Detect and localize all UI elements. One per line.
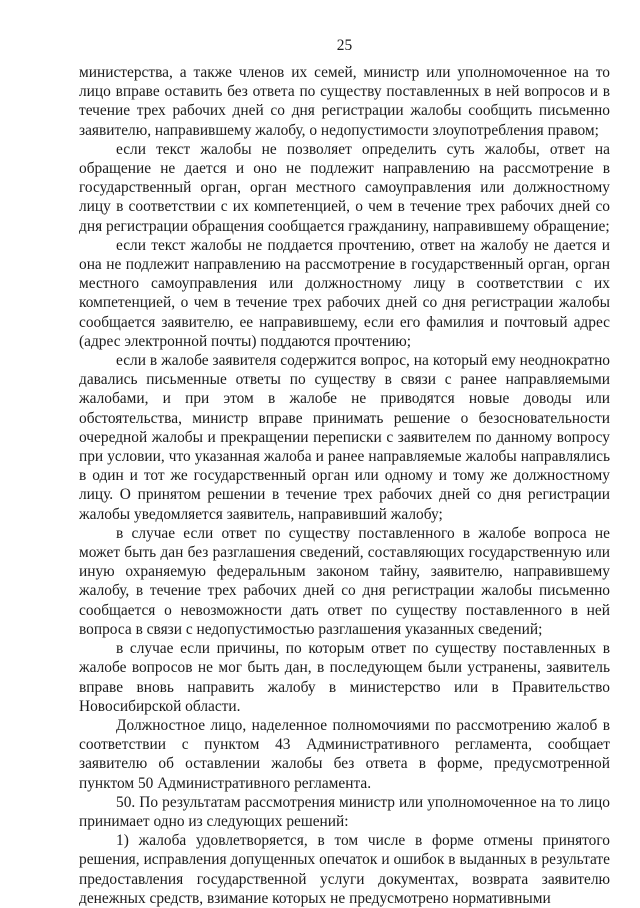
paragraph-item-50: 50. По результатам рассмотрения министр или уполномоченное на то лицо принимает одно из следующих решений: [79, 793, 610, 830]
paragraph-reasons-eliminated: в случае если причины, по которым ответ по существу поставленных в жалобе вопросов не мог быть дан, в последующем были устранены, заявитель вправе вновь направить жалобу в министерство или в Правительство Новосибирской области. [79, 640, 610, 715]
paragraph-repeated-question: если в жалобе заявителя содержится вопрос, на который ему неоднократно давались письменные ответы по существу в связи с ранее направляемыми жалобами, и при этом в жалобе не приводятся новые доводы или обстоятельства, министр вправе принимать решение о безосновательности очередной жалобы и прекращении переписки с заявителем по данному вопросу при условии, что указанная жалоба и ранее направляемые жалобы направлялись в один и тот же государственный орган или одному и тому же должностному лицу. О принятом решении в течение трех рабочих дней со дня регистрации жалобы уведомляется заявитель, направивший жалобу; [79, 352, 610, 523]
paragraph-state-secret: в случае если ответ по существу поставленного в жалобе вопроса не может быть дан без разглашения сведений, составляющих государственную или иную охраняемую федеральным законом тайну, заявителю, направившему жалобу, в течение трех рабочих дней со дня регистрации жалобы письменно сообщается о невозможности дать ответ по существу поставленного в ней вопроса в связи с недопустимостью разглашения указанных сведений; [79, 524, 610, 638]
paragraph-continuation: министерства, а также членов их семей, министр или уполномоченное на то лицо вправе оставить без ответа по существу поставленных в ней вопросов и в течение трех рабочих дней со дня регистрации жалобы сообщить письменно заявителю, направившему жалобу, о недопустимости злоупотребления правом; [79, 64, 610, 139]
paragraph-illegible-text: если текст жалобы не поддается прочтению, ответ на жалобу не дается и она не подлежит направлению на рассмотрение в государственный орган, орган местного самоуправления или должностному лицу в соответствии с их компетенцией, о чем в течение трех рабочих дней со дня регистрации жалобы сообщается заявителю, ее направившему, если его фамилия и почтовый адрес (адрес электронной почты) поддаются прочтению; [79, 236, 610, 350]
paragraph-decision-1: 1) жалоба удовлетворяется, в том числе в форме отмены принятого решения, исправления допущенных опечаток и ошибок в выданных в результате предоставления государственной услуги документах, возврата заявителю денежных средств, взимание которых не предусмотрено нормативными [79, 832, 610, 907]
page-number: 25 [336, 37, 353, 54]
paragraph-official-notice: Должностное лицо, наделенное полномочиями по рассмотрению жалоб в соответствии с пунктом 43 Административного регламента, сообщает заявителю об оставлении жалобы без ответа в форме, предусмотренной пунктом 50 Административного регламента. [79, 716, 610, 792]
paragraph-unreadable-subject: если текст жалобы не позволяет определить суть жалобы, ответ на обращение не дается и оно не подлежит направлению на рассмотрение в государственный орган, орган местного самоуправления или должностному лицу в соответствии с их компетенцией, о чем в течение трех рабочих дней со дня регистрации обращения сообщается гражданину, направившему обращение; [79, 140, 610, 235]
